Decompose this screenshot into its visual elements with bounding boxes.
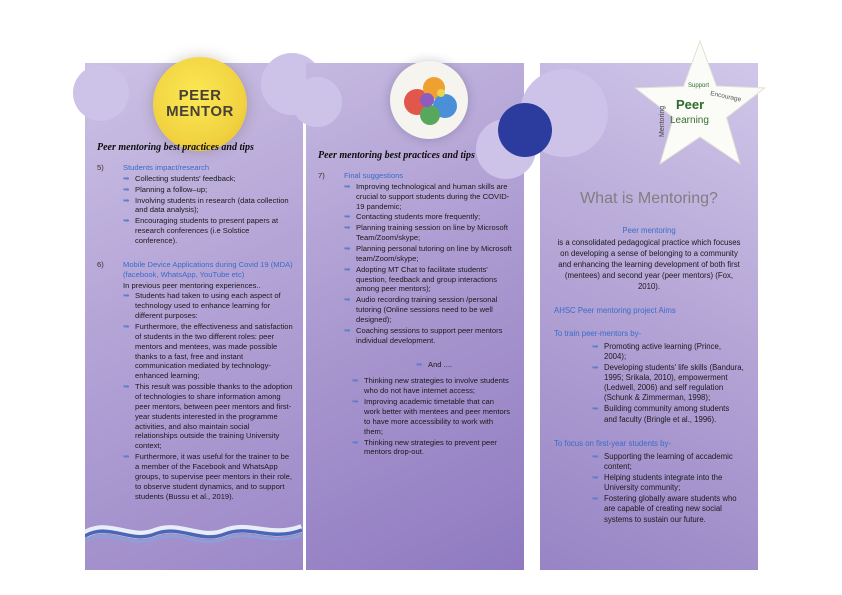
- arrow-bullet-icon: ➥: [123, 322, 130, 332]
- arrow-bullet-icon: ➥: [344, 244, 351, 254]
- peer-mentor-wordcloud-text: PEER MENTOR: [166, 87, 234, 120]
- bullet-item: [592, 452, 744, 472]
- section-number: 6): [97, 259, 104, 269]
- star-word: Encourage: [709, 90, 742, 104]
- section-body: [123, 260, 293, 503]
- bullet-list: [344, 182, 514, 346]
- bullet-text: Audio recording training session /personal tutoring (Online sessions need to be well designed);: [356, 295, 498, 325]
- middle-panel: [306, 63, 524, 570]
- bullet-text: This result was possible thanks to the adoption of technologies to share information among peer mentors, between peer mentors and first-year students interested in the programme activities, and also maintain social relationships outside the training University context;: [135, 382, 293, 451]
- bullet-text: Furthermore, it was useful for the trainer to be a member of the Facebook and WhatsApp groups, to supervise peer mentors in their role, to observe student dynamics, and to support students (Bussu et al., 2019).: [135, 452, 293, 501]
- bullet-text: Involving students in research (data collection and data analysis);: [135, 195, 289, 215]
- arrow-bullet-icon: ➥: [123, 195, 130, 205]
- bullet-item: [344, 212, 514, 222]
- star-word: Learning: [670, 115, 709, 126]
- arrow-bullet-icon: ➥: [592, 494, 599, 504]
- bullet-item: [123, 382, 293, 451]
- arrow-bullet-icon: ➥: [344, 212, 351, 222]
- bullet-item: [123, 452, 293, 501]
- left-panel-heading: Peer mentoring best practices and tips: [97, 142, 254, 153]
- arrow-bullet-icon: ➥: [352, 376, 359, 386]
- bullet-list: [123, 174, 293, 246]
- bullet-text: Planning training session on line by Microsoft Team/Zoom/skype;: [356, 223, 508, 243]
- section-title: Mobile Device Applications during Covid 19 (MDA) (facebook, WhatsApp, YouTube etc): [123, 259, 293, 279]
- arrow-bullet-icon: ➥: [344, 223, 351, 233]
- bullet-item: [344, 182, 514, 212]
- right-panel: [540, 63, 758, 570]
- section: [97, 260, 293, 503]
- arrow-bullet-icon: ➥: [352, 437, 359, 447]
- arrow-bullet-icon: ➥: [344, 264, 351, 274]
- middle-panel-heading: Peer mentoring best practices and tips: [318, 150, 475, 161]
- star-word: Peer: [676, 97, 705, 112]
- bullet-list: [123, 291, 293, 501]
- bullet-item: [592, 473, 744, 493]
- section: [97, 163, 293, 247]
- extra-bullet-list: [352, 376, 512, 457]
- arrow-bullet-icon: ➥: [344, 295, 351, 305]
- bullet-item: [344, 244, 514, 264]
- star-word: Support: [688, 83, 710, 89]
- bullet-item: [352, 397, 512, 436]
- and-line: [416, 360, 514, 370]
- bullet-item: [123, 185, 293, 195]
- section: [318, 171, 514, 347]
- bullet-item: [123, 291, 293, 321]
- what-is-mentoring-title: What is Mentoring?: [580, 190, 718, 207]
- left-panel-content: [85, 63, 303, 503]
- arrow-bullet-icon: ➥: [416, 359, 423, 369]
- arrow-bullet-icon: ➥: [344, 325, 351, 335]
- peer-mentoring-definition: is a consolidated pedagogical practice which focuses on developing a sense of belonging to a community and enhancing the learning development of both first (mentees) and second year (peer mentors) (Fox, 2010).: [557, 237, 741, 291]
- arrow-bullet-icon: ➥: [123, 184, 130, 194]
- bullet-text: Collecting students' feedback;: [135, 173, 236, 183]
- bullet-item: [344, 295, 514, 325]
- bullet-item: [344, 265, 514, 295]
- bullet-item: [123, 322, 293, 381]
- arrow-bullet-icon: ➥: [344, 181, 351, 191]
- bullet-text: Improving technological and human skills are crucial to support students during the COVID-19 pandemic;: [356, 181, 510, 211]
- bullet-item: [352, 376, 512, 396]
- bullet-text: Supporting the learning of accademic content;: [604, 451, 733, 471]
- bullet-item: [592, 342, 744, 362]
- arrow-bullet-icon: ➥: [123, 452, 130, 462]
- left-panel: [85, 63, 303, 570]
- arrow-bullet-icon: ➥: [592, 473, 599, 483]
- peer-mentoring-subheading: Peer mentoring: [622, 225, 676, 235]
- bullet-item: [352, 438, 512, 458]
- arrow-bullet-icon: ➥: [592, 341, 599, 351]
- bullet-text: Encouraging students to present papers at research conferences (i.e Solstice conference).: [135, 216, 279, 246]
- bullet-item: [592, 494, 744, 524]
- bullet-item: [592, 363, 744, 404]
- section-title: Students impact/research: [123, 163, 210, 172]
- bullet-text: Fostering globally aware students who are capable of creating new social systems to sustain our future.: [604, 494, 737, 524]
- arrow-bullet-icon: ➥: [592, 404, 599, 414]
- middle-sections: [318, 171, 514, 347]
- section-intro: In previous peer mentoring experiences..: [123, 280, 261, 290]
- focus-heading: To focus on first-year students by-: [554, 438, 672, 448]
- bullet-text: Promoting active learning (Prince, 2004);: [604, 341, 722, 361]
- section-number: 7): [318, 171, 325, 180]
- bullet-text: Helping students integrate into the University community;: [604, 473, 723, 493]
- bullet-text: Furthermore, the effectiveness and satisfaction of students in the two different roles: peer mentors and mentees, was made possible thanks to a fast, free and instant communication mediated by technology-enhanced learning;: [135, 322, 293, 381]
- wave-ribbon-decoration: [85, 516, 302, 546]
- bullet-text: Planning a follow–up;: [135, 184, 208, 194]
- arrow-bullet-icon: ➥: [592, 362, 599, 372]
- section-title: Final suggestions: [344, 171, 404, 180]
- bullet-text: Thinking new strategies to prevent peer mentors drop-out.: [364, 437, 497, 457]
- section-body: [123, 163, 293, 247]
- focus-bullet-list: [592, 452, 744, 525]
- section-body: [344, 171, 514, 347]
- right-panel-content: [540, 63, 758, 525]
- section-number: 5): [97, 163, 104, 172]
- aims-heading: AHSC Peer mentoring project Aims: [554, 306, 676, 316]
- star-word: Mentoring: [659, 105, 666, 137]
- bullet-item: [123, 216, 293, 246]
- bullet-item: [592, 404, 744, 424]
- and-text: And ....: [428, 359, 453, 369]
- bullet-text: Contacting students more frequently;: [356, 212, 481, 222]
- bullet-text: Building community among students and faculty (Bringle et al., 1996).: [604, 404, 730, 424]
- bullet-text: Improving academic timetable that can work better with mentees and peer mentors to have more accessibility to work with them;: [364, 397, 511, 436]
- bullet-text: Developing students' life skills (Bandura, 1995; Srikala, 2010), empowerment (Ledwell, 2006) and self regulation (Schunk & Zimmerman, 1998);: [604, 362, 744, 403]
- bullet-text: Students had taken to using each aspect of technology used to enhance learning for different purposes:: [135, 291, 281, 321]
- arrow-bullet-icon: ➥: [352, 397, 359, 407]
- bullet-text: Thinking new strategies to involve students who do not have internet access;: [364, 376, 509, 396]
- arrow-bullet-icon: ➥: [592, 451, 599, 461]
- bullet-item: [123, 174, 293, 184]
- bullet-text: Coaching sessions to support peer mentors individual development.: [356, 325, 503, 345]
- bullet-item: [344, 223, 514, 243]
- arrow-bullet-icon: ➥: [123, 173, 130, 183]
- arrow-bullet-icon: ➥: [123, 291, 130, 301]
- bullet-text: Planning personal tutoring on line by Microsoft team/Zoom/skype;: [356, 244, 512, 263]
- arrow-bullet-icon: ➥: [123, 382, 130, 392]
- train-bullet-list: [592, 342, 744, 425]
- bullet-item: [344, 326, 514, 346]
- bullet-text: Adopting MT Chat to facilitate students' question, feedback and group interactions among peer mentors);: [356, 264, 498, 294]
- arrow-bullet-icon: ➥: [123, 216, 130, 226]
- left-sections: [97, 163, 293, 503]
- middle-panel-content: [306, 63, 524, 457]
- bullet-item: [123, 196, 293, 216]
- train-heading: To train peer-mentors by-: [554, 328, 642, 338]
